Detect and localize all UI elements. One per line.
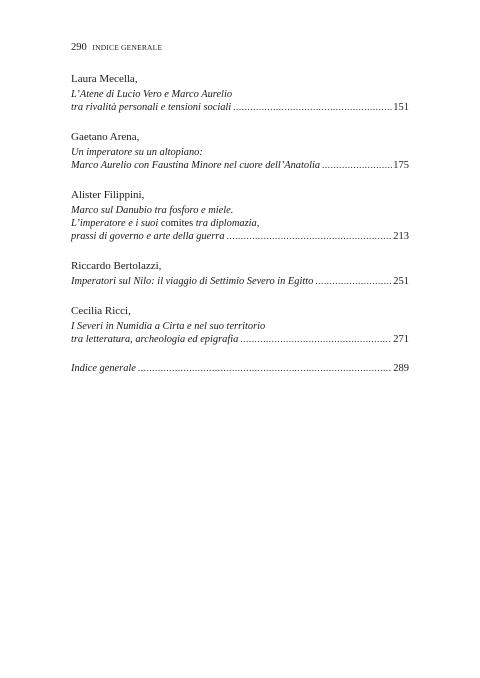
dot-leader (322, 159, 392, 172)
dot-leader (240, 333, 392, 346)
index-page-number: 289 (393, 363, 409, 374)
entry-page-number: 175 (393, 160, 409, 171)
entry-page-number: 271 (393, 334, 409, 345)
dot-leader (138, 362, 392, 375)
entry-title-fragment: L’imperatore e i suoi (71, 218, 161, 229)
running-header (71, 42, 162, 54)
entry-page-number: 251 (393, 276, 409, 287)
entry-title-text: tra rivalità personali e tensioni sociali (71, 102, 232, 113)
index-line[interactable] (71, 362, 409, 375)
entry-title-roman-word: comites (160, 218, 194, 229)
entry-title-text: I Severi in Numidia a Cirta e nel suo territorio (71, 321, 266, 332)
dot-leader (227, 230, 393, 243)
entry-author: Laura Mecella, (71, 73, 138, 85)
dot-leader (315, 275, 392, 288)
entry-title-text: Imperatori sul Nilo: il viaggio di Settimio Severo in Egitto (71, 276, 314, 287)
toc-entry (71, 188, 409, 243)
entry-title-line[interactable] (71, 101, 409, 114)
toc-entry-index (71, 362, 409, 375)
index-title-text: Indice generale (71, 363, 136, 374)
page-number: 290 (71, 42, 87, 53)
table-of-contents (71, 72, 409, 391)
entry-title-text: Marco Aurelio con Faustina Minore nel cuore dell’Anatolia (71, 160, 321, 171)
entry-title-line[interactable] (71, 333, 409, 346)
entry-title-line (71, 217, 409, 230)
entry-author: Cecilia Ricci, (71, 305, 131, 317)
running-title: INDICE GENERALE (92, 43, 163, 52)
entry-title-line (71, 204, 409, 217)
entry-author: Riccardo Bertolazzi, (71, 260, 162, 272)
entry-title-text: Marco sul Danubio tra fosforo e miele. (71, 205, 234, 216)
entry-title-text: L’Atene di Lucio Vero e Marco Aurelio (71, 89, 233, 100)
entry-title-text: Un imperatore su un altopiano: (71, 147, 203, 158)
entry-page-number: 151 (393, 102, 409, 113)
dot-leader (233, 101, 392, 114)
entry-title-line[interactable] (71, 230, 409, 243)
entry-author: Alister Filippini, (71, 189, 145, 201)
entry-title-line (71, 320, 409, 333)
entry-title-text: prassi di governo e arte della guerra (71, 231, 225, 242)
entry-title-line[interactable] (71, 159, 409, 172)
entry-title-line (71, 146, 409, 159)
entry-title-fragment: tra diplomazia, (193, 218, 260, 229)
entry-title-text (71, 217, 259, 230)
toc-entry (71, 72, 409, 114)
entry-title-line (71, 88, 409, 101)
entry-title-text: tra letteratura, archeologia ed epigrafia (71, 334, 239, 345)
toc-entry (71, 259, 409, 288)
entry-author: Gaetano Arena, (71, 131, 140, 143)
entry-title-line[interactable] (71, 275, 409, 288)
toc-entry (71, 130, 409, 172)
entry-page-number: 213 (393, 231, 409, 242)
toc-entry (71, 304, 409, 346)
